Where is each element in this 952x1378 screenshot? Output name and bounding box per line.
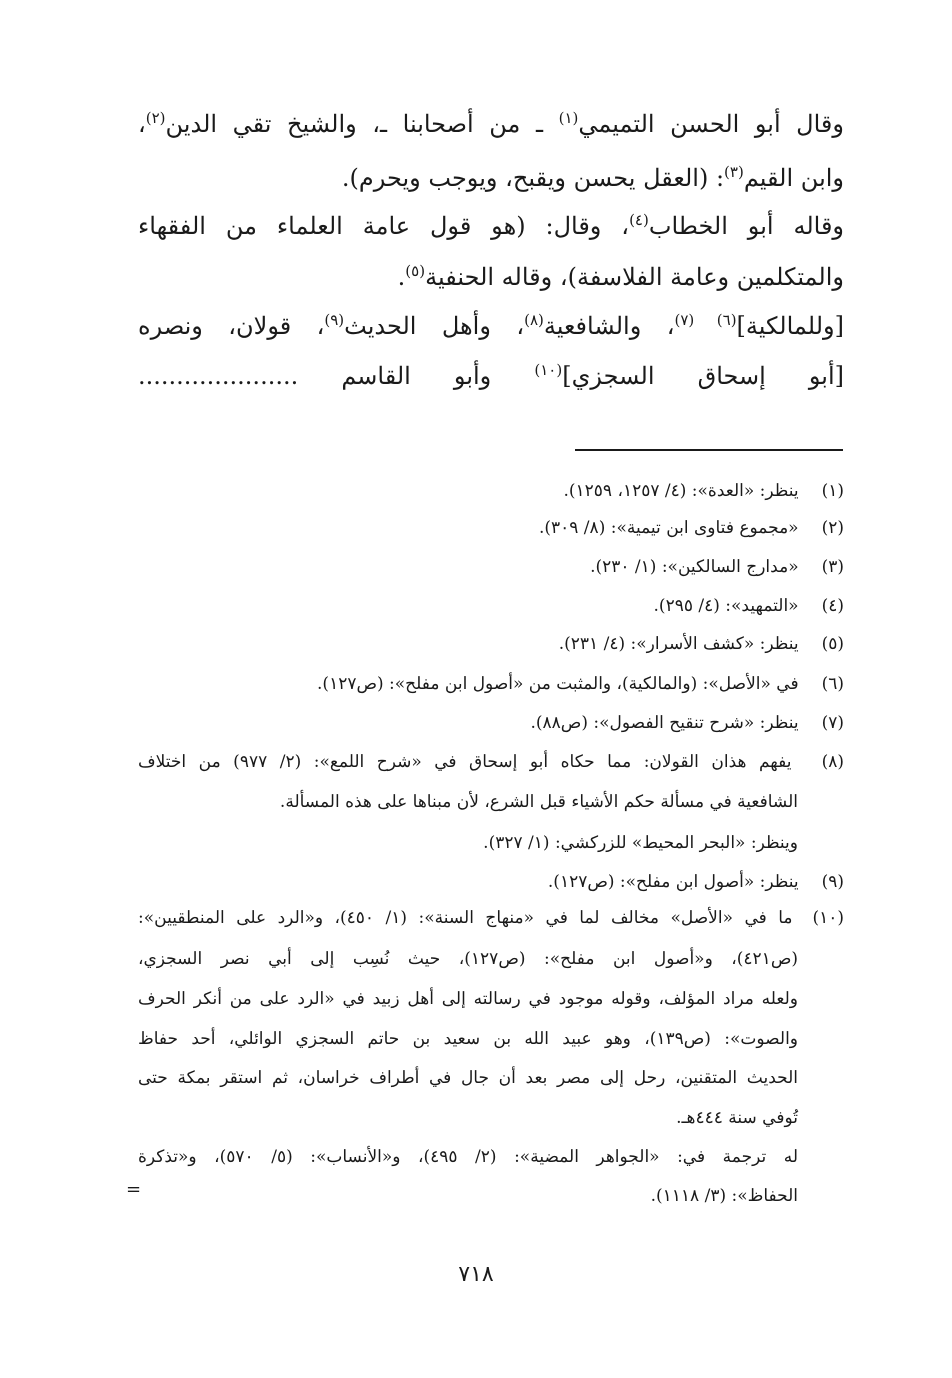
footnote-number: (٨) — [821, 752, 844, 772]
footnote-ref: (٤) — [629, 211, 649, 229]
footnote-number: (٩) — [821, 872, 844, 892]
footnote-8: (٨) يفهم هذان القولان: مما حكاه أبو إسحاق في «شرح اللمع»: (٢/ ٩٧٧) من اختلاف — [138, 752, 844, 772]
footnote-10-line-2: (ص٤٢١)، و«أصول ابن مفلح»: (ص١٢٧)، حيث نُسِب إلى أبي نصر السجزي، — [138, 949, 799, 969]
main-text-line-6: [أبو إسحاق السجزي]$^{(١٠)}$ وأبو القاسم ..................... — [138, 361, 844, 390]
main-text-line-4: والمتكلمين وعامة الفلاسفة)، وقاله الحنفية$^{(٥)}$. — [397, 262, 844, 291]
footnote-10-line-7: له ترجمة في: «الجواهر المضية»: (٢/ ٤٩٥)، و«الأنساب»: (٥/ ٥٧٠)، و«تذكرة — [138, 1147, 798, 1167]
footnote-7: (٧) ينظر: «شرح تنقيح الفصول»: (ص٨٨). — [530, 713, 844, 733]
footnote-ref: (٩) — [324, 311, 345, 329]
footnote-10-line-6: تُوفي سنة ٤٤٤هـ. — [676, 1108, 798, 1128]
ellipsis-dots: ..................... — [138, 362, 299, 390]
footnote-number: (٥) — [821, 634, 844, 654]
footnote-6: (٦) في «الأصل»: (والمالكية)، والمثبت من «أصول ابن مفلح»: (ص١٢٧). — [317, 674, 844, 694]
main-text-line-2: وابن القيم$^{(٣)}$: (العقل يحسن ويقبح، ويوجب ويحرم). — [341, 163, 844, 192]
footnote-8-line-2: الشافعية في مسألة حكم الأشياء قبل الشرع، لأن مبناها على هذه المسألة. — [279, 792, 798, 812]
footnote-ref: (٨) — [524, 311, 544, 329]
footnote-number: (١) — [821, 481, 844, 501]
footnote-2: (٢) «مجموع فتاوى ابن تيمية»: (٨/ ٣٠٩). — [538, 518, 844, 538]
footnote-10-line-8: الحفاظ»: (٣/ ١١١٨). — [650, 1186, 798, 1206]
footnote-5: (٥) ينظر: «كشف الأسرار»: (٤/ ٢٣١). — [558, 634, 844, 654]
footnote-10-line-5: الحديث المتقنين، رحل إلى مصر بعد أن جال في أطراف خراسان، ثم استقر بمكة حتى — [138, 1068, 798, 1088]
footnote-ref: (١) — [558, 109, 579, 127]
footnote-3: (٣) «مدارج السالكين»: (١/ ٢٣٠). — [590, 557, 844, 577]
footnote-number: (٦) — [821, 674, 844, 694]
footnote-number: (١٠) — [812, 908, 844, 928]
footnote-1: (١) ينظر: «العدة»: (٤/ ١٢٥٧، ١٢٥٩). — [563, 481, 844, 501]
continuation-mark: = — [126, 1179, 142, 1200]
footnote-ref: (١٠) — [534, 361, 563, 379]
main-text-line-3: وقاله أبو الخطاب$^{(٤)}$، وقال: (هو قول عامة العلماء من الفقهاء — [138, 211, 845, 240]
footnote-10-line-3: ولعله مراد المؤلف، وقوله موجود في رسالته إلى أهل زبيد في «الرد على من أنكر الحرف — [138, 989, 798, 1009]
footnote-9: (٩) ينظر: «أصول ابن مفلح»: (ص١٢٧). — [547, 872, 844, 892]
footnote-number: (٤) — [821, 596, 844, 616]
footnote-ref: (٢) — [145, 109, 166, 127]
footnote-ref: (٥) — [405, 262, 426, 280]
footnote-10-line-4: والصوت»: (ص١٣٩)، وهو عبيد الله بن سعيد بن حاتم السجزي الوائلي، أحد حفاظ — [138, 1029, 798, 1049]
footnote-8-line-3: وينظر: «البحر المحيط» للزركشي: (١/ ٣٢٧). — [483, 833, 798, 853]
footnote-ref: (٣) — [724, 163, 744, 181]
footnote-number: (٢) — [821, 518, 844, 538]
main-text-line-1: وقال أبو الحسن التميمي$^{(١)}$ ـ من أصحابنا ـ، والشيخ تقي الدين$^{(٢)}$، — [138, 109, 844, 138]
footnote-10: (١٠) ما في «الأصل» مخالف لما في «منهاج السنة»: (١/ ٤٥٠)، و«الرد على المنطقيين»: — [138, 908, 844, 928]
footnote-number: (٧) — [821, 713, 844, 733]
main-text-line-5: [وللمالكية]$^{(٦) (٧)}$، والشافعية$^{(٨)}$، وأهل الحديث$^{(٩)}$، قولان، ونصره — [138, 311, 844, 340]
footnote-4: (٤) «التمهيد»: (٤/ ٢٩٥). — [653, 596, 844, 616]
footnote-number: (٣) — [821, 557, 844, 577]
footnote-ref: (٦) (٧) — [674, 311, 737, 329]
footnote-separator — [575, 449, 843, 451]
page-number: ٧١٨ — [458, 1262, 494, 1287]
